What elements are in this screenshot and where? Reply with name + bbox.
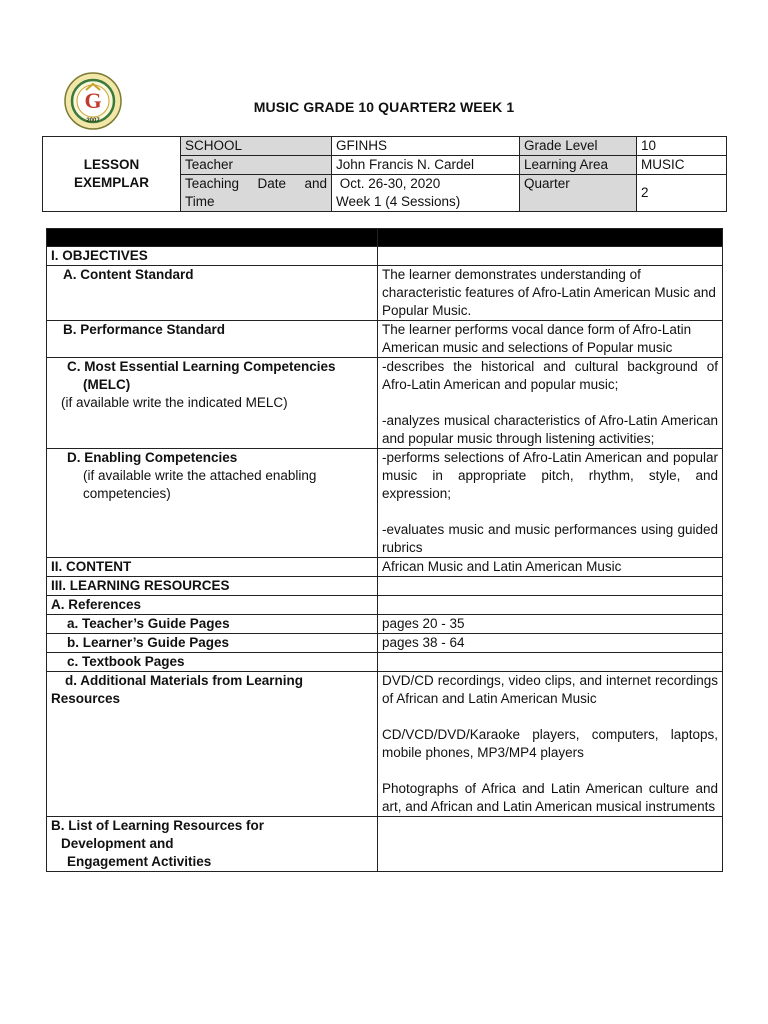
performance-standard-value: The learner performs vocal dance form of Afro-Latin American music and selections of Popular music: [378, 321, 723, 358]
teaching-date-value: Oct. 26-30, 2020 Week 1 (4 Sessions): [332, 175, 520, 212]
learners-guide-label: b. Learner’s Guide Pages: [47, 634, 378, 653]
content-value: African Music and Latin American Music: [378, 558, 723, 577]
table-row: [47, 358, 723, 449]
table-header-bar: [47, 229, 723, 247]
table-row: [47, 817, 723, 872]
references-heading: A. References: [47, 596, 378, 615]
lesson-exemplar-label: LESSON EXEMPLAR: [43, 137, 181, 212]
additional-materials-value: DVD/CD recordings, video clips, and internet recordings of African and Latin American Music CD/VCD/DVD/Karaoke players, computers, laptops, mobile phones, MP3/MP4 players Photographs of Africa and Latin American culture and art, and African and Latin American musical instruments: [378, 672, 723, 817]
content-heading: II. CONTENT: [47, 558, 378, 577]
table-row: [47, 449, 723, 558]
performance-standard-label: B. Performance Standard: [47, 321, 378, 358]
learning-resources-heading: III. LEARNING RESOURCES: [47, 577, 378, 596]
content-standard-value: The learner demonstrates understanding of characteristic features of Afro-Latin American Music and Popular Music.: [378, 266, 723, 321]
table-row: [47, 672, 723, 817]
teachers-guide-value: pages 20 - 35: [378, 615, 723, 634]
table-row: [47, 596, 723, 615]
table-row: [47, 653, 723, 672]
teaching-date-label: Teaching Date and Time: [181, 175, 332, 212]
table-row: [47, 247, 723, 266]
objectives-heading: I. OBJECTIVES: [47, 247, 378, 266]
table-row: [47, 634, 723, 653]
learning-area-value: MUSIC: [637, 156, 727, 175]
lesson-plan-table: [46, 228, 723, 872]
table-row: [47, 321, 723, 358]
learners-guide-value: pages 38 - 64: [378, 634, 723, 653]
content-standard-label: A. Content Standard: [47, 266, 378, 321]
quarter-label: Quarter: [520, 175, 637, 212]
quarter-value: 2: [637, 175, 727, 212]
teachers-guide-label: a. Teacher’s Guide Pages: [47, 615, 378, 634]
melc-value: -describes the historical and cultural background of Afro-Latin American and popular music; -analyzes musical characteristics of Afro-Latin American and popular music through listening activities;: [378, 358, 723, 449]
enabling-competencies-value: -performs selections of Afro-Latin American and popular music in appropriate pitch, rhythm, style, and expression; -evaluates music and music performances using guided rubrics: [378, 449, 723, 558]
teacher-value: John Francis N. Cardel: [332, 156, 520, 175]
additional-materials-label: d. Additional Materials from Learning Resources: [47, 672, 378, 817]
school-value: GFINHS: [332, 137, 520, 156]
table-row: [47, 558, 723, 577]
learning-area-label: Learning Area: [520, 156, 637, 175]
textbook-pages-label: c. Textbook Pages: [47, 653, 378, 672]
melc-label: C. Most Essential Learning Competencies (MELC) (if available write the indicated MELC): [47, 358, 378, 449]
svg-text:G: G: [84, 88, 102, 113]
school-label: SCHOOL: [181, 137, 332, 156]
table-row: [47, 266, 723, 321]
table-row: [47, 615, 723, 634]
grade-level-label: Grade Level: [520, 137, 637, 156]
lesson-header-table: [42, 136, 727, 212]
list-of-resources-label: B. List of Learning Resources for Development and Engagement Activities: [47, 817, 378, 872]
svg-text:2007: 2007: [86, 118, 100, 124]
teacher-label: Teacher: [181, 156, 332, 175]
enabling-competencies-label: D. Enabling Competencies (if available write the attached enabling competencies): [47, 449, 378, 558]
table-row: [47, 577, 723, 596]
document-title: MUSIC GRADE 10 QUARTER2 WEEK 1: [253, 99, 515, 115]
grade-level-value: 10: [637, 137, 727, 156]
